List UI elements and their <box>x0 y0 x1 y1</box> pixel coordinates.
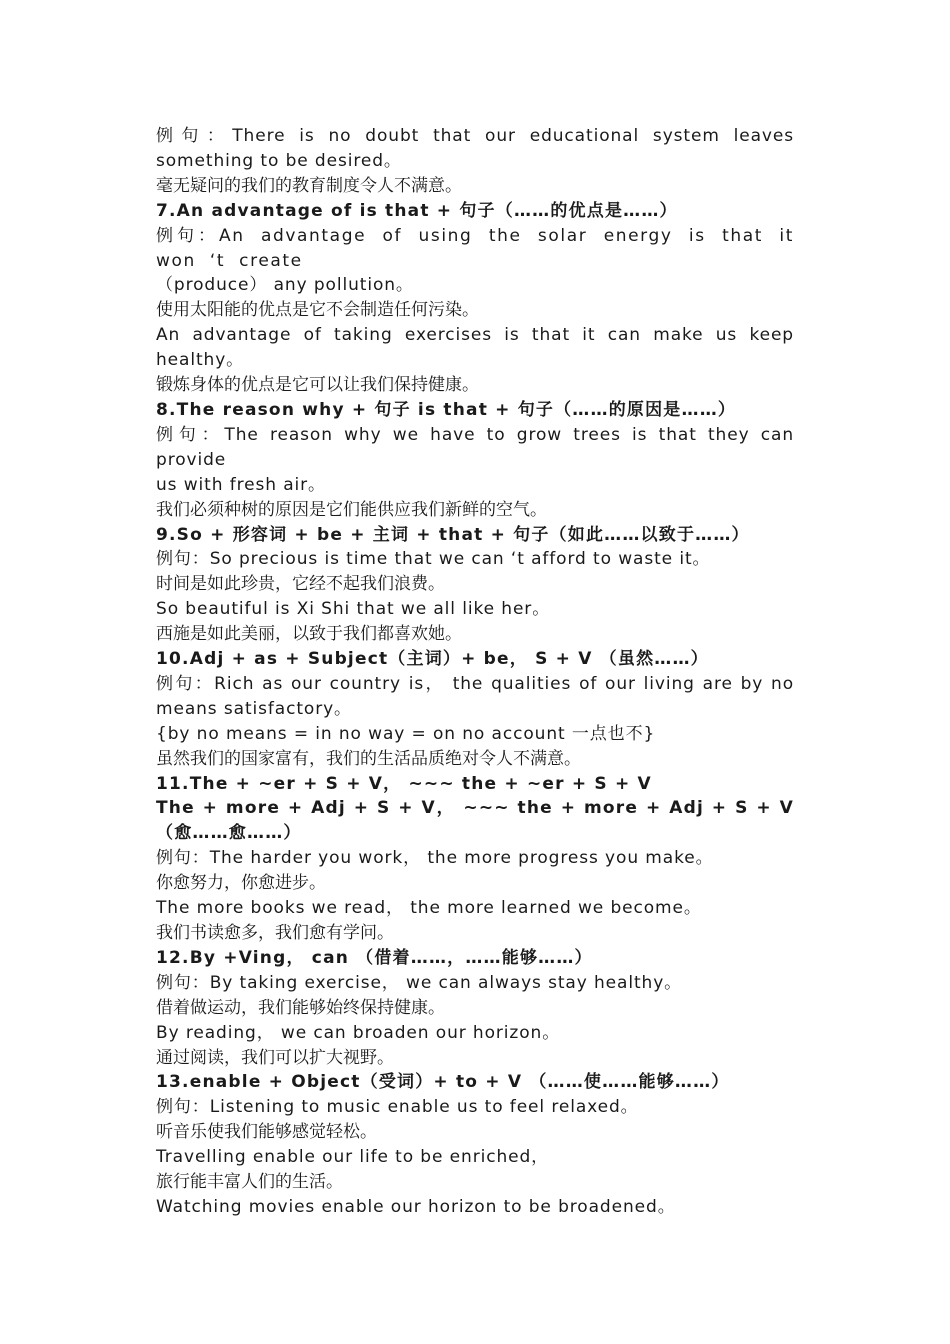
translation: 使用太阳能的优点是它不会制造任何污染。 <box>156 300 479 321</box>
example-sentence: 例句：Rich as our country is， the qualities of our living are by no means satisfactory。 <box>156 673 794 719</box>
translation: 通过阅读，我们可以扩大视野。 <box>156 1047 394 1068</box>
section-heading-11: 11.The + ~er + S + V， ~~~ the + ~er + S + V <box>156 773 652 794</box>
section-heading-8: 8.The reason why + 句子 is that + 句子（……的原因是……） <box>156 399 737 420</box>
translation: 你愈努力，你愈进步。 <box>156 873 326 894</box>
example-sentence-continued: us with fresh air。 <box>156 474 326 495</box>
section-heading-9: 9.So + 形容词 + be + 主词 + that + 句子（如此……以致于……） <box>156 524 750 545</box>
example-sentence: 例句：An advantage of using the solar energy is that it won ‘t create <box>156 225 794 271</box>
example-sentence: An advantage of taking exercises is that it can make us keep healthy。 <box>156 325 794 371</box>
example-sentence: 例句：By taking exercise， we can always stay healthy。 <box>156 972 683 993</box>
translation: 听音乐使我们能够感觉轻松。 <box>156 1122 377 1143</box>
example-sentence: By reading， we can broaden our horizon。 <box>156 1022 561 1043</box>
example-sentence-continued: （produce） any pollution。 <box>156 275 414 296</box>
translation: 借着做运动，我们能够始终保持健康。 <box>156 997 445 1018</box>
example-sentence: 例句：So precious is time that we can ‘t afford to waste it。 <box>156 549 711 570</box>
translation: 锻炼身体的优点是它可以让我们保持健康。 <box>156 375 479 396</box>
translation: 西施是如此美丽，以致于我们都喜欢她。 <box>156 624 462 645</box>
example-sentence: 例句：The reason why we have to grow trees is that they can provide <box>156 424 794 470</box>
translation: 我们书读愈多，我们愈有学问。 <box>156 923 394 943</box>
example-sentence: Watching movies enable our horizon to be broadened。 <box>156 1196 676 1217</box>
section-heading-13: 13.enable + Object（受词）+ to + V （……使……能够……） <box>156 1072 730 1093</box>
translation: 毫无疑问的我们的教育制度令人不满意。 <box>156 175 462 196</box>
example-sentence: Travelling enable our life to be enriched， <box>156 1147 550 1168</box>
translation: 我们必须种树的原因是它们能供应我们新鲜的空气。 <box>156 499 547 520</box>
document-page <box>156 124 794 1220</box>
translation: 旅行能丰富人们的生活。 <box>156 1172 343 1193</box>
section-heading-10: 10.Adj + as + Subject（主词）+ be， S + V （虽然……） <box>156 649 709 670</box>
example-sentence: 例句：The harder you work， the more progress you make。 <box>156 848 714 869</box>
example-sentence: The more books we read， the more learned we become。 <box>156 898 702 919</box>
section-heading-11-continued: The + more + Adj + S + V， ~~~ the + more + Adj + S + V（愈……愈……） <box>156 798 794 844</box>
section-heading-7: 7.An advantage of is that + 句子（……的优点是……） <box>156 200 678 221</box>
section-heading-12: 12.By +Ving， can （借着……，……能够……） <box>156 947 593 968</box>
translation: 虽然我们的国家富有，我们的生活品质绝对令人不满意。 <box>156 748 581 769</box>
example-sentence: 例句：There is no doubt that our educational system leaves something to be desired。 <box>156 126 794 171</box>
example-sentence: 例句：Listening to music enable us to feel relaxed。 <box>156 1097 639 1118</box>
note: {by no means = in no way = on no account 一点也不} <box>156 723 656 744</box>
example-sentence: So beautiful is Xi Shi that we all like her。 <box>156 599 551 620</box>
translation: 时间是如此珍贵，它经不起我们浪费。 <box>156 574 445 595</box>
